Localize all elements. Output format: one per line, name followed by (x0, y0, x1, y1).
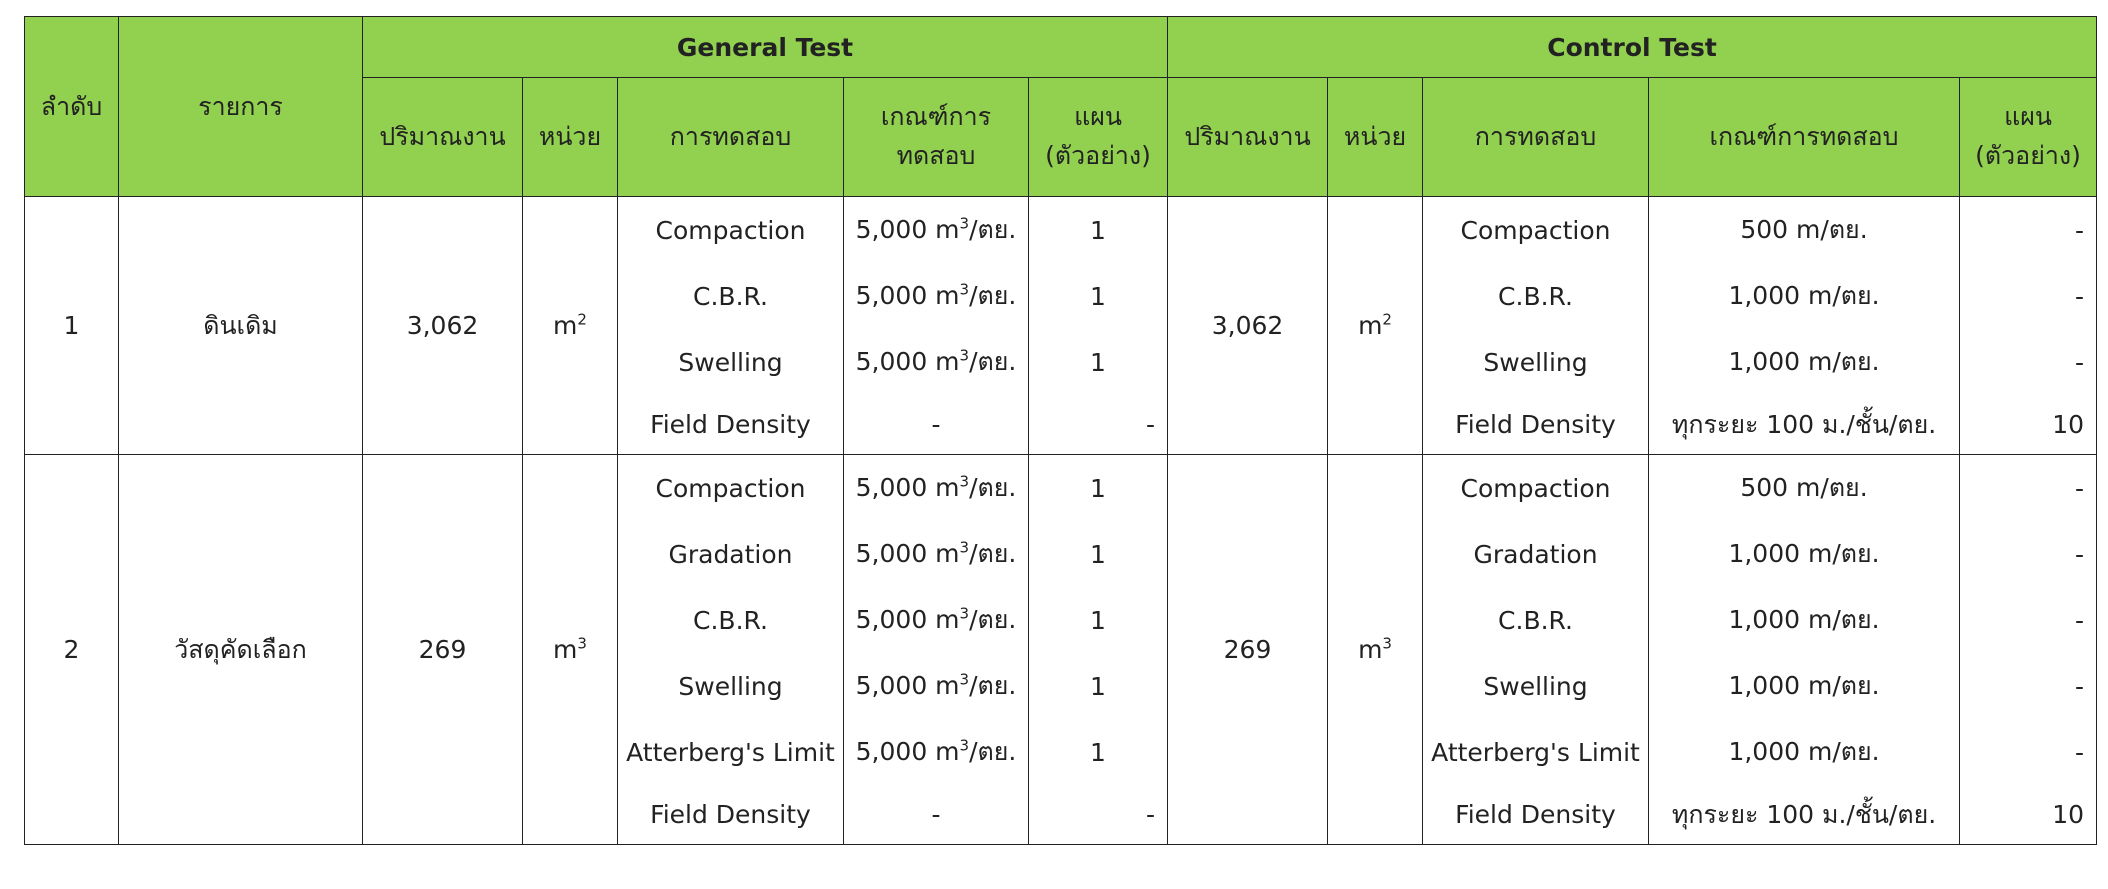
general-unit (523, 455, 618, 845)
general-criteria-value: 5,000 m (855, 473, 960, 502)
row-number: 2 (25, 455, 119, 845)
general-criteria (844, 197, 1029, 264)
general-criteria (844, 653, 1029, 719)
general-criteria-value: 5,000 m (855, 671, 960, 700)
general-criteria-exponent: 3 (959, 604, 970, 623)
row-item-name: ดินเดิม (119, 197, 363, 455)
control-samples: - (1960, 521, 2097, 587)
control-unit (1328, 455, 1423, 845)
control-criteria: 500 m/ตย. (1649, 197, 1960, 264)
header-item: รายการ (119, 17, 363, 197)
general-samples: 1 (1029, 521, 1168, 587)
general-test-name: Swelling (618, 653, 844, 719)
general-criteria (844, 455, 1029, 522)
general-test-name: C.B.R. (618, 263, 844, 329)
control-unit-exponent: 3 (1382, 634, 1392, 653)
general-test-name: Gradation (618, 521, 844, 587)
general-criteria-exponent: 3 (959, 670, 970, 689)
control-samples: - (1960, 719, 2097, 785)
general-criteria-suffix: /ตย. (969, 671, 1017, 700)
general-criteria-exponent: 3 (959, 280, 970, 299)
header-control-test: Control Test (1168, 17, 2097, 78)
header-no: ลำดับ (25, 17, 119, 197)
general-criteria-suffix: /ตย. (969, 539, 1017, 568)
control-criteria: 1,000 m/ตย. (1649, 329, 1960, 395)
header-general-samples-line2: (ตัวอย่าง) (1045, 141, 1151, 170)
general-samples: 1 (1029, 653, 1168, 719)
general-criteria-exponent: 3 (959, 472, 970, 491)
general-quantity: 3,062 (363, 197, 523, 455)
general-criteria (844, 521, 1029, 587)
general-criteria-value: 5,000 m (855, 281, 960, 310)
general-criteria-suffix: /ตย. (969, 347, 1017, 376)
general-criteria: - (844, 395, 1029, 455)
general-test-name: Atterberg's Limit (618, 719, 844, 785)
header-control-unit: หน่วย (1328, 78, 1423, 197)
header-general-test: General Test (363, 17, 1168, 78)
general-criteria (844, 587, 1029, 653)
general-criteria-value: 5,000 m (855, 215, 960, 244)
general-criteria-exponent: 3 (959, 346, 970, 365)
header-general-unit: หน่วย (523, 78, 618, 197)
control-test-name: Compaction (1423, 197, 1649, 264)
general-samples: 1 (1029, 263, 1168, 329)
control-samples: - (1960, 455, 2097, 522)
general-criteria-exponent: 3 (959, 538, 970, 557)
header-general-samples-line1: แผน (1074, 102, 1122, 132)
general-criteria-suffix: /ตย. (969, 473, 1017, 502)
general-samples: 1 (1029, 329, 1168, 395)
control-criteria: 1,000 m/ตย. (1649, 263, 1960, 329)
general-criteria-exponent: 3 (959, 214, 970, 233)
control-unit-base: m (1358, 635, 1383, 664)
general-samples: 1 (1029, 197, 1168, 264)
general-samples: - (1029, 395, 1168, 455)
control-test-name: Field Density (1423, 395, 1649, 455)
control-criteria: ทุกระยะ 100 ม./ชั้น/ตย. (1649, 785, 1960, 845)
general-unit-exponent: 3 (577, 634, 587, 653)
table-row (25, 455, 2097, 522)
general-criteria-suffix: /ตย. (969, 737, 1017, 766)
header-general-criteria (844, 78, 1029, 197)
general-test-name: Field Density (618, 785, 844, 845)
header-control-samples (1960, 78, 2097, 197)
general-criteria-value: 5,000 m (855, 737, 960, 766)
general-unit (523, 197, 618, 455)
general-test-name: Compaction (618, 455, 844, 522)
general-samples: - (1029, 785, 1168, 845)
test-plan-table-wrapper (24, 16, 2097, 845)
general-samples: 1 (1029, 719, 1168, 785)
control-quantity: 269 (1168, 455, 1328, 845)
table-row (25, 197, 2097, 264)
control-criteria: 1,000 m/ตย. (1649, 587, 1960, 653)
control-criteria: 1,000 m/ตย. (1649, 653, 1960, 719)
header-general-quantity: ปริมาณงาน (363, 78, 523, 197)
general-criteria-exponent: 3 (959, 736, 970, 755)
header-general-test-name: การทดสอบ (618, 78, 844, 197)
header-control-criteria: เกณฑ์การทดสอบ (1649, 78, 1960, 197)
general-test-name: Field Density (618, 395, 844, 455)
control-criteria: 1,000 m/ตย. (1649, 521, 1960, 587)
header-row-groups (25, 17, 2097, 78)
general-criteria-value: 5,000 m (855, 605, 960, 634)
header-general-criteria-line2: ทดสอบ (896, 141, 976, 170)
general-criteria (844, 263, 1029, 329)
control-criteria: 1,000 m/ตย. (1649, 719, 1960, 785)
control-samples: - (1960, 329, 2097, 395)
header-control-quantity: ปริมาณงาน (1168, 78, 1328, 197)
header-control-test-name: การทดสอบ (1423, 78, 1649, 197)
control-samples: - (1960, 263, 2097, 329)
general-criteria (844, 719, 1029, 785)
general-samples: 1 (1029, 455, 1168, 522)
control-test-name: Atterberg's Limit (1423, 719, 1649, 785)
control-unit-base: m (1358, 311, 1383, 340)
control-test-name: Compaction (1423, 455, 1649, 522)
row-number: 1 (25, 197, 119, 455)
control-criteria: 500 m/ตย. (1649, 455, 1960, 522)
general-quantity: 269 (363, 455, 523, 845)
control-samples: 10 (1960, 785, 2097, 845)
table-body (25, 197, 2097, 845)
general-unit-base: m (553, 635, 578, 664)
general-criteria: - (844, 785, 1029, 845)
control-criteria: ทุกระยะ 100 ม./ชั้น/ตย. (1649, 395, 1960, 455)
header-control-samples-line2: (ตัวอย่าง) (1975, 141, 2081, 170)
control-samples: - (1960, 197, 2097, 264)
general-test-name: Swelling (618, 329, 844, 395)
general-test-name: Compaction (618, 197, 844, 264)
general-criteria (844, 329, 1029, 395)
control-quantity: 3,062 (1168, 197, 1328, 455)
control-test-name: Swelling (1423, 653, 1649, 719)
header-control-samples-line1: แผน (2004, 102, 2052, 132)
header-general-criteria-line1: เกณฑ์การ (880, 102, 992, 132)
control-test-name: Field Density (1423, 785, 1649, 845)
control-samples: 10 (1960, 395, 2097, 455)
general-samples: 1 (1029, 587, 1168, 653)
general-test-name: C.B.R. (618, 587, 844, 653)
test-plan-table (24, 16, 2097, 845)
general-criteria-suffix: /ตย. (969, 215, 1017, 244)
control-test-name: Gradation (1423, 521, 1649, 587)
control-unit-exponent: 2 (1382, 310, 1392, 329)
control-samples: - (1960, 653, 2097, 719)
control-unit (1328, 197, 1423, 455)
general-criteria-value: 5,000 m (855, 347, 960, 376)
control-test-name: C.B.R. (1423, 587, 1649, 653)
general-unit-base: m (553, 311, 578, 340)
control-samples: - (1960, 587, 2097, 653)
control-test-name: Swelling (1423, 329, 1649, 395)
control-test-name: C.B.R. (1423, 263, 1649, 329)
general-unit-exponent: 2 (577, 310, 587, 329)
row-item-name: วัสดุคัดเลือก (119, 455, 363, 845)
general-criteria-suffix: /ตย. (969, 281, 1017, 310)
header-general-samples (1029, 78, 1168, 197)
general-criteria-suffix: /ตย. (969, 605, 1017, 634)
general-criteria-value: 5,000 m (855, 539, 960, 568)
